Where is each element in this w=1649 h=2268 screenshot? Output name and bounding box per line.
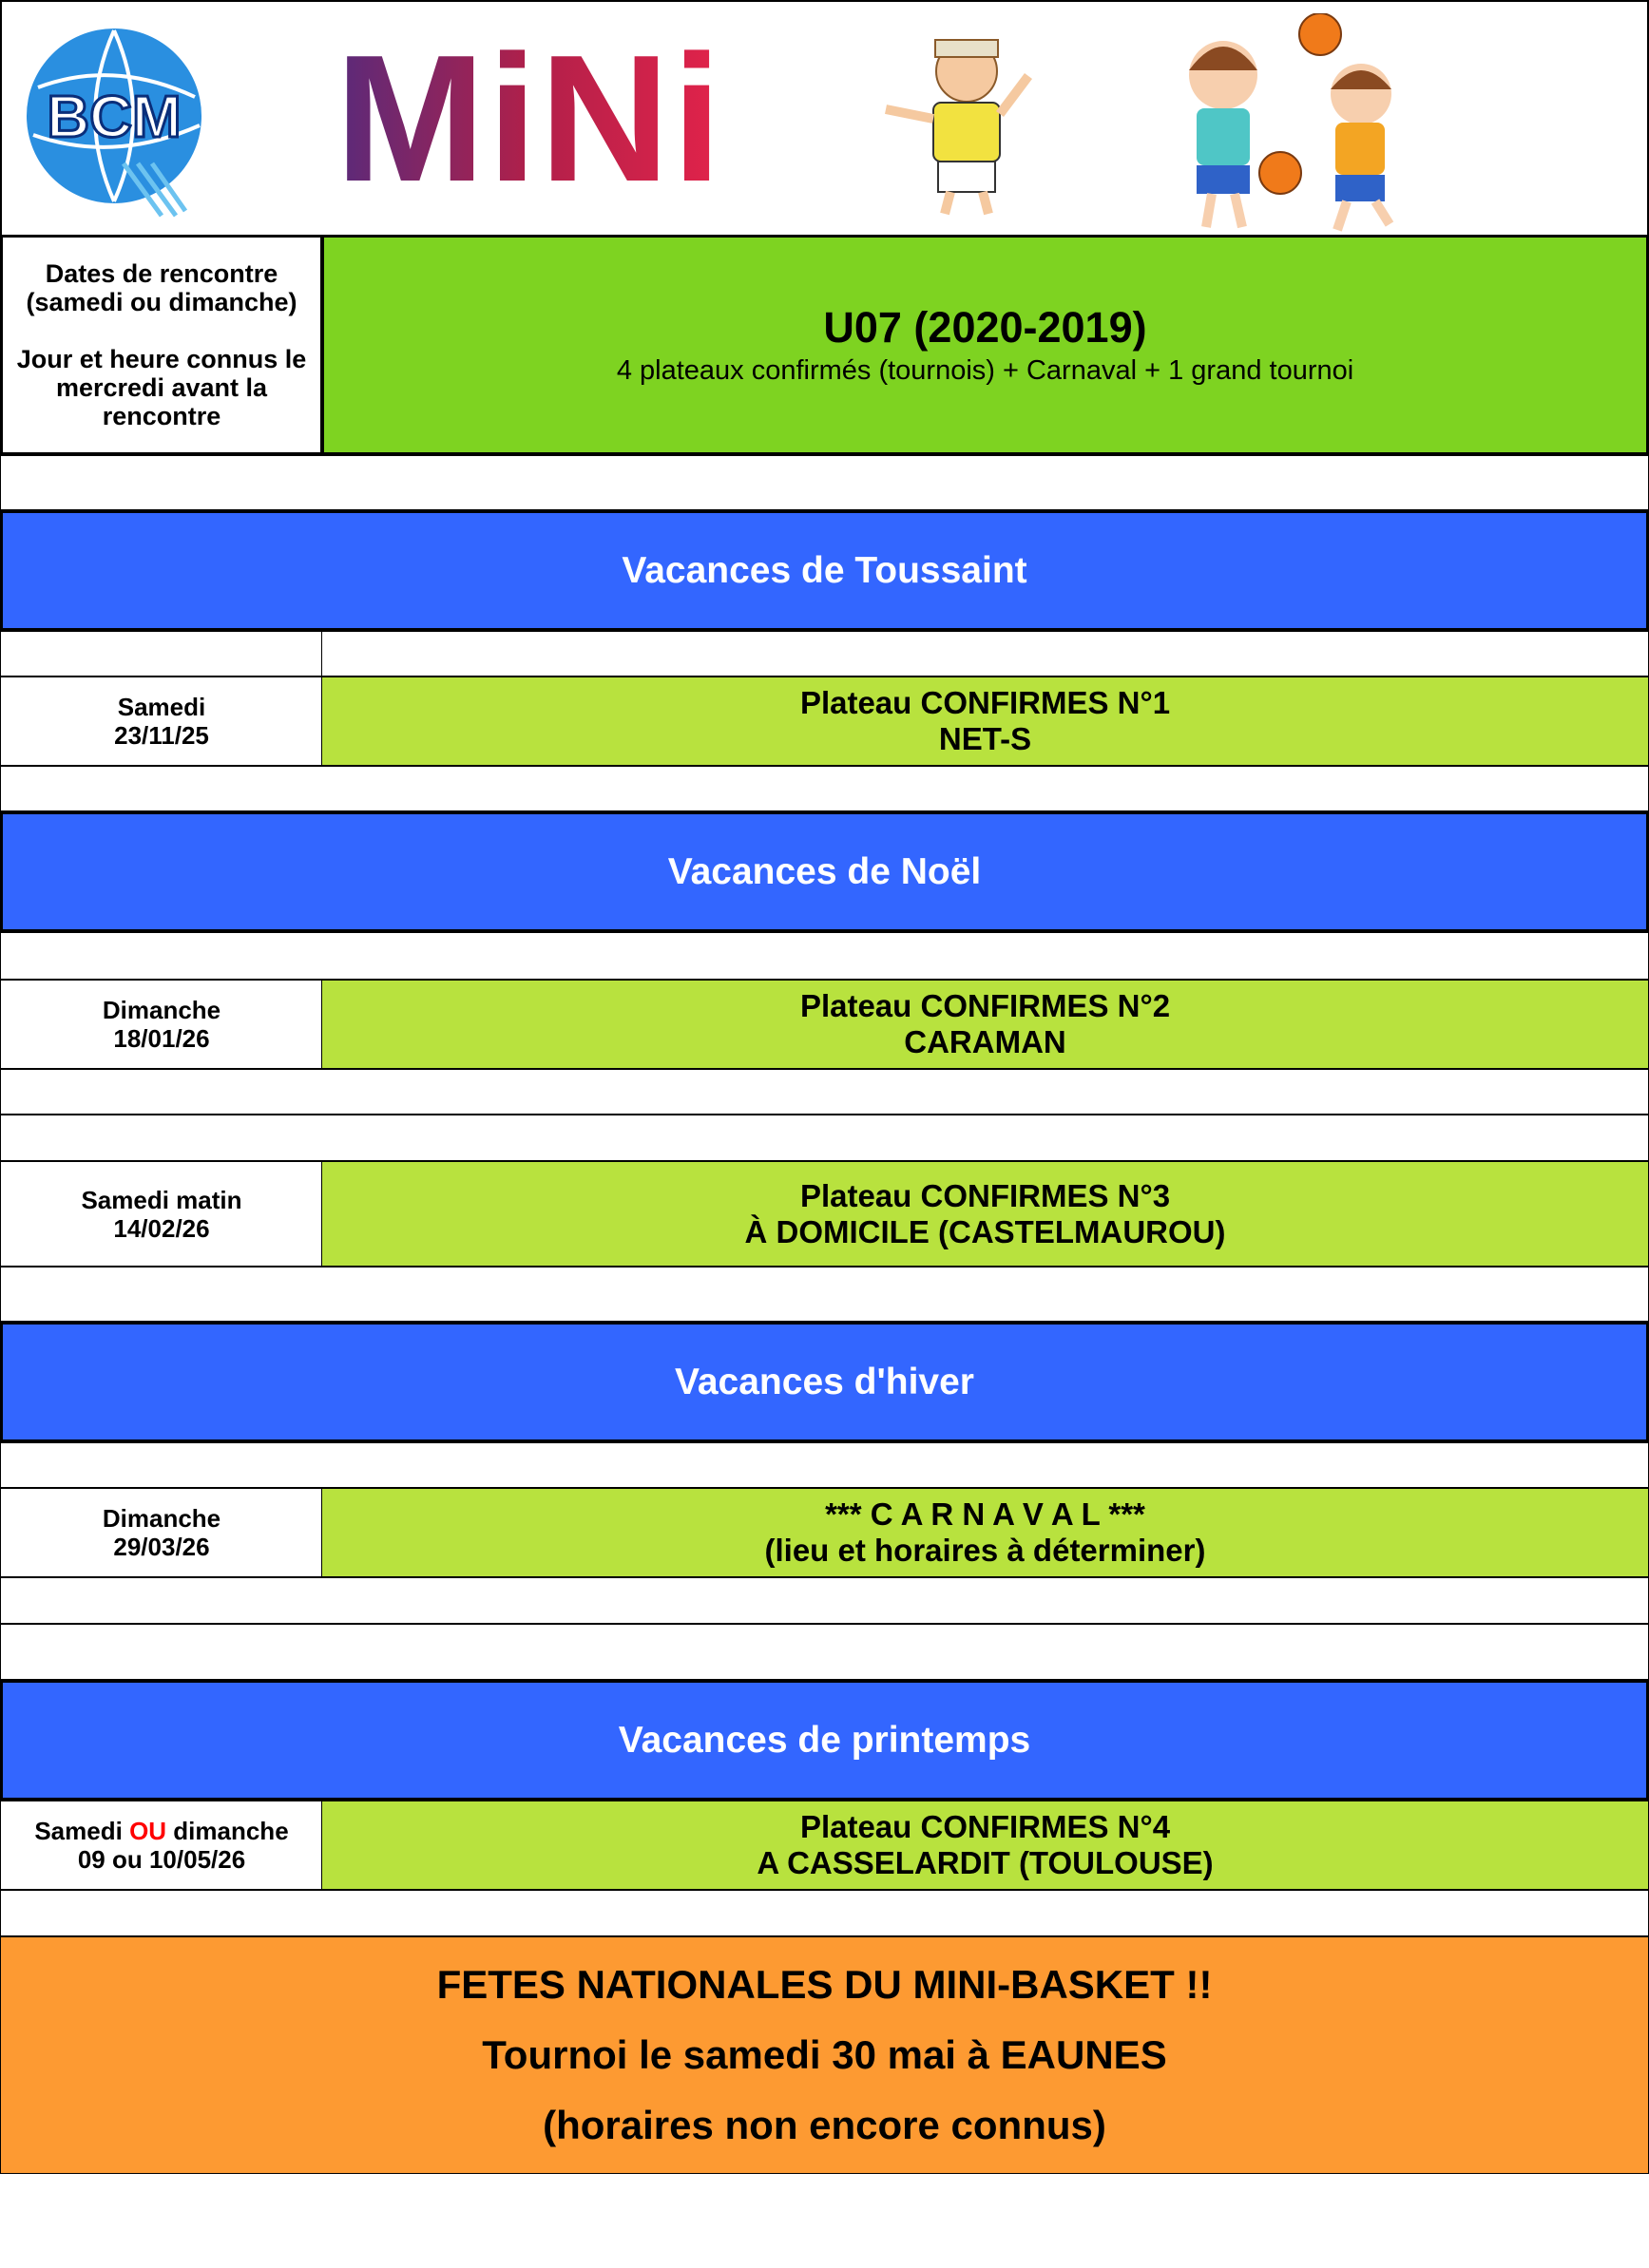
kids-basketball-illustration [1138,13,1442,234]
event-4-date: 29/03/26 [113,1533,210,1561]
mini-logo-text: MiNi [335,38,724,200]
intro-line-3: Jour et heure connus le [16,345,307,373]
spacer-row [321,631,1649,677]
event-2-place: CARAMAN [904,1024,1066,1059]
banner-toussaint-label: Vacances de Toussaint [622,549,1027,591]
event-5-date: 09 ou 10/05/26 [77,1845,246,1874]
event-5-title: Plateau CONFIRMES N°4 [799,1809,1171,1844]
spacer-row [0,455,1649,510]
event-5-day-part-a: Samedi [34,1817,130,1845]
event-4-title: *** C A R N A V A L *** [825,1496,1145,1532]
event-4-place: (lieu et horaires à déterminer) [764,1533,1206,1568]
final-line-3: (horaires non encore connus) [543,2103,1106,2147]
intro-line-5: rencontre [102,402,221,430]
event-5-place: A CASSELARDIT (TOULOUSE) [757,1845,1214,1880]
event-3-date: 14/02/26 [113,1213,210,1243]
event-3-place: À DOMICILE (CASTELMAUROU) [744,1213,1226,1249]
event-2-date: 18/01/26 [113,1024,210,1053]
header [0,0,1649,237]
banner-noel [0,811,1649,932]
event-3-day: Samedi matin [81,1185,242,1214]
event-4-info-cell [321,1488,1649,1577]
event-5-day-part-b: dimanche [166,1817,289,1845]
event-4-day: Dimanche [102,1504,221,1533]
event-2-day: Dimanche [102,996,221,1024]
event-3-info-cell [321,1161,1649,1267]
event-2-info-cell [321,980,1649,1069]
mini-logo [292,38,767,200]
intro-line-4: mercredi avant la [55,373,268,402]
event-3-date-cell [0,1161,323,1267]
event-2-date-cell [0,980,323,1069]
event-1-date-cell [0,677,323,766]
intro-left-cell [0,235,323,455]
event-3-title: Plateau CONFIRMES N°3 [799,1177,1171,1213]
event-5-info-cell [321,1801,1649,1890]
final-line-2: Tournoi le samedi 30 mai à EAUNES [482,2032,1167,2077]
event-2-title: Plateau CONFIRMES N°2 [799,988,1171,1023]
spacer-row [0,932,1649,980]
spacer-row [0,1624,1649,1680]
banner-printemps [0,1680,1649,1801]
page-title: U07 (2020-2019) [823,303,1147,352]
event-4-date-cell [0,1488,323,1577]
final-announcement [0,1936,1649,2174]
spacer-row [0,631,323,677]
bcm-logo-text: BCM [47,85,182,150]
page-subtitle: 4 plateaux confirmés (tournois) + Carnaval + 1 grand tournoi [616,355,1354,386]
banner-printemps-label: Vacances de printemps [618,1719,1031,1761]
intro-title-cell [321,235,1649,455]
bcm-logo [19,21,219,225]
spacer-row [0,1890,1649,1936]
banner-hiver [0,1322,1649,1442]
event-1-place: NET-S [938,721,1032,756]
event-5-day-or: OU [129,1817,167,1845]
intro-line-1: Dates de rencontre [45,259,278,288]
event-5-day [34,1817,288,1845]
final-line-1: FETES NATIONALES DU MINI-BASKET !! [436,1962,1213,2007]
event-1-info-cell [321,677,1649,766]
spacer-row [0,1577,1649,1624]
spacer-row [0,1069,1649,1115]
banner-noel-label: Vacances de Noël [667,850,982,892]
banner-toussaint [0,510,1649,631]
mascot-illustration [876,29,1047,223]
banner-hiver-label: Vacances d'hiver [675,1361,974,1402]
event-1-date: 23/11/25 [114,721,209,750]
event-1-title: Plateau CONFIRMES N°1 [799,685,1171,720]
spacer-row [0,1442,1649,1488]
intro-line-2: (samedi ou dimanche) [26,288,297,316]
spacer-row [0,1115,1649,1161]
spacer-row [0,766,1649,811]
spacer-row [0,1267,1649,1322]
event-5-date-cell [0,1801,323,1890]
event-1-day: Samedi [117,693,206,721]
